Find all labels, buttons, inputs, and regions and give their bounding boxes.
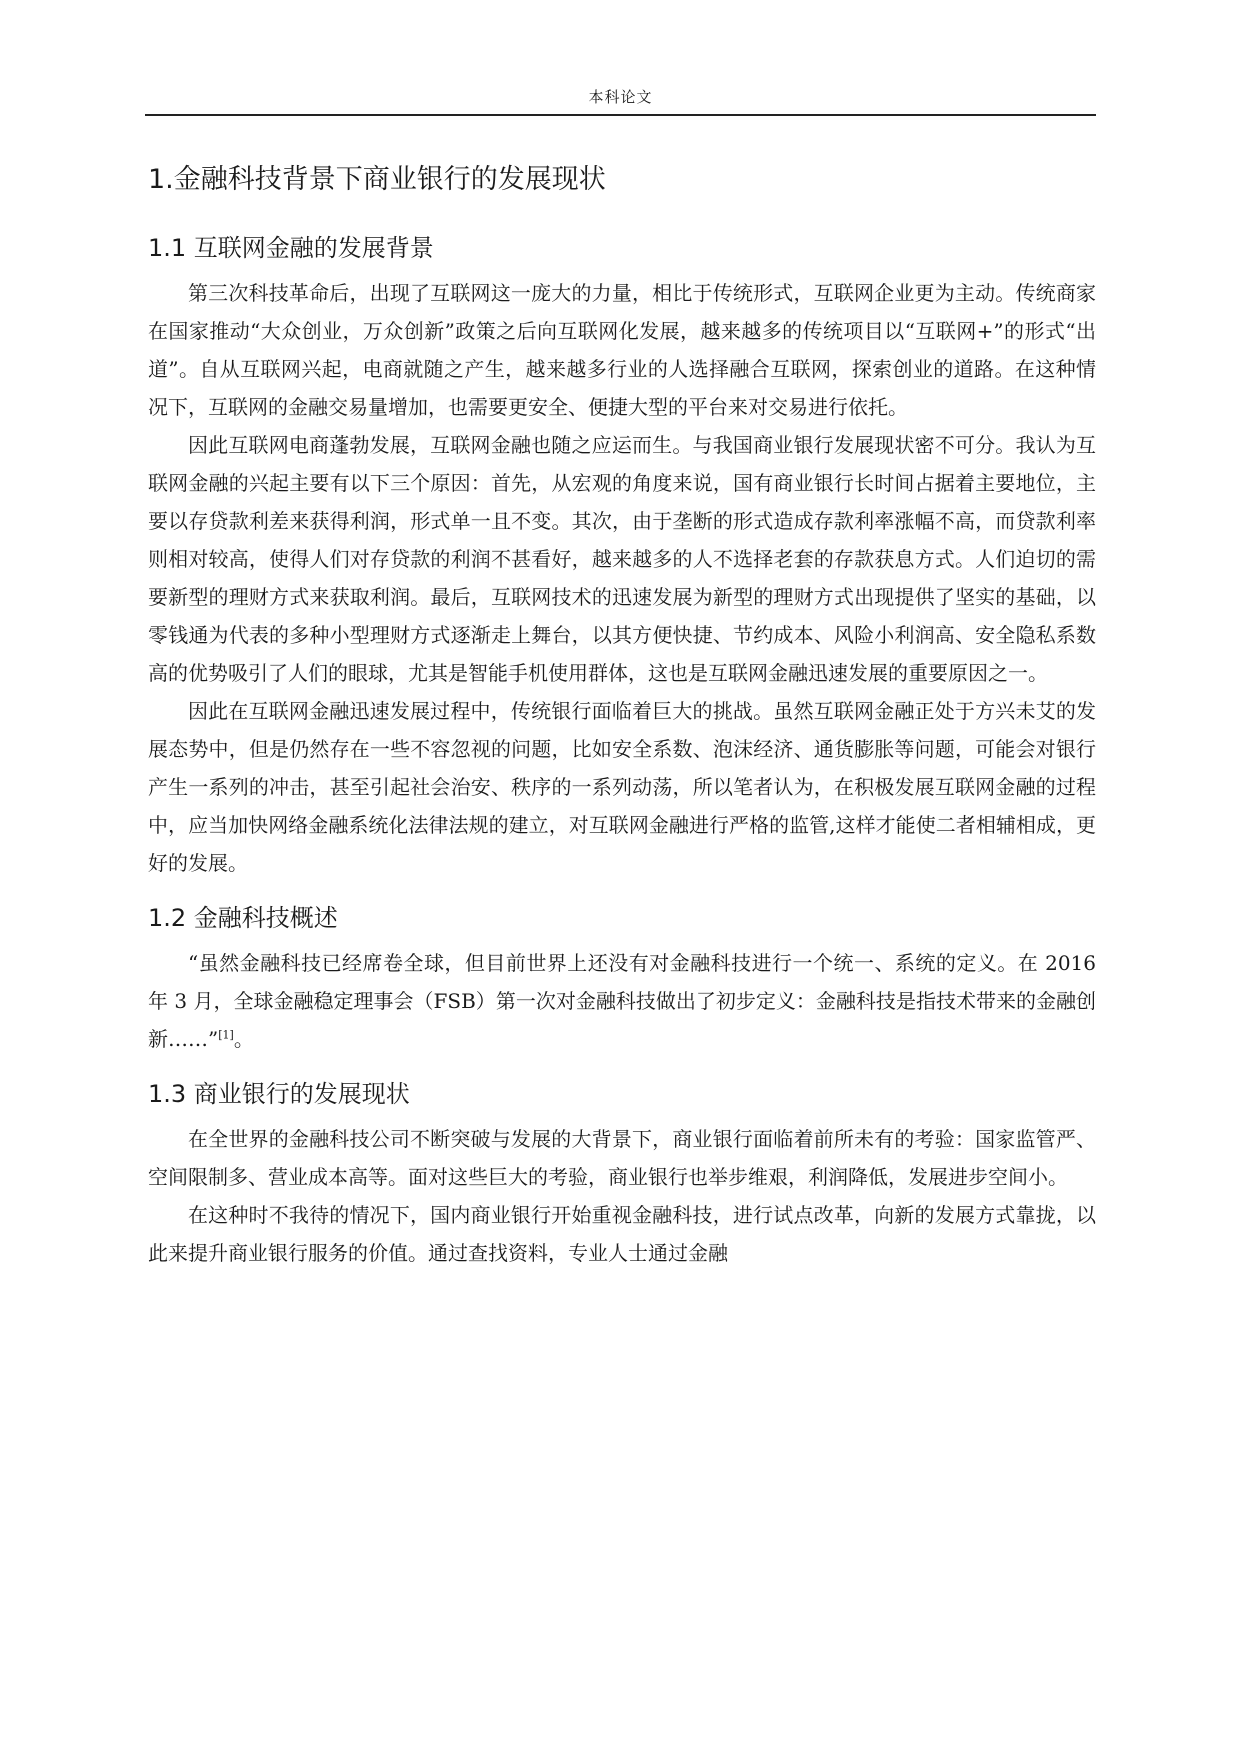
paragraph: 在这种时不我待的情况下，国内商业银行开始重视金融科技，进行试点改革，向新的发展方式靠拢，以此来提升商业银行服务的价值。通过查找资料，专业人士通过金融 — [148, 1203, 1096, 1265]
section-1-3 — [148, 1076, 1096, 1272]
section-1-2 — [148, 900, 1096, 1058]
paragraph: 第三次科技革命后，出现了互联网这一庞大的力量，相比于传统形式，互联网企业更为主动。传统商家在国家推动“大众创业，万众创新”政策之后向互联网化发展，越来越多的传统项目以“互联网+”的形式“出道”。自从互联网兴起，电商就随之产生，越来越多行业的人选择融合互联网，探索创业的道路。在这种情况下，互联网的金融交易量增加，也需要更安全、便捷大型的平台来对交易进行依托。 — [148, 281, 1096, 419]
running-header: 本科论文 — [588, 88, 653, 106]
section-1-1 — [148, 230, 1096, 882]
section-title: 1.2 金融科技概述 — [148, 904, 338, 932]
paragraph: 在全世界的金融科技公司不断突破与发展的大背景下，商业银行面临着前所未有的考验：国家监管严、空间限制多、营业成本高等。面对这些巨大的考验，商业银行也举步维艰，利润降低，发展进步空间小。 — [148, 1127, 1096, 1189]
quote-text: “虽然金融科技已经席卷全球，但目前世界上还没有对金融科技进行一个统一、系统的定义。在 2016 年 3 月，全球金融稳定理事会（FSB）第一次对金融科技做出了初步定义：金融科技是指技术带来的金融创新……” — [148, 951, 1096, 1051]
page-content — [148, 160, 1096, 1290]
paragraph: 因此互联网电商蓬勃发展，互联网金融也随之应运而生。与我国商业银行发展现状密不可分。我认为互联网金融的兴起主要有以下三个原因：首先，从宏观的角度来说，国有商业银行长时间占据着主要地位，主要以存贷款利差来获得利润，形式单一且不变。其次，由于垄断的形式造成存款利率涨幅不高，而贷款利率则相对较高，使得人们对存贷款的利润不甚看好，越来越多的人不选择老套的存款获息方式。人们迫切的需要新型的理财方式来获取利润。最后，互联网技术的迅速发展为新型的理财方式出现提供了坚实的基础，以零钱通为代表的多种小型理财方式逐渐走上舞台，以其方便快捷、节约成本、风险小利润高、安全隐私系数高的优势吸引了人们的眼球，尤其是智能手机使用群体，这也是互联网金融迅速发展的重要原因之一。 — [148, 433, 1096, 685]
citation-marker[interactable]: [1] — [218, 1028, 234, 1042]
chapter-title: 1.金融科技背景下商业银行的发展现状 — [148, 164, 606, 195]
section-title: 1.3 商业银行的发展现状 — [148, 1080, 410, 1108]
paragraph-end: 。 — [233, 1027, 254, 1051]
header-rule — [145, 114, 1096, 116]
paragraph: 因此在互联网金融迅速发展过程中，传统银行面临着巨大的挑战。虽然互联网金融正处于方兴未艾的发展态势中，但是仍然存在一些不容忽视的问题，比如安全系数、泡沫经济、通货膨胀等问题，可能会对银行产生一系列的冲击，甚至引起社会治安、秩序的一系列动荡，所以笔者认为，在积极发展互联网金融的过程中，应当加快网络金融系统化法律法规的建立，对互联网金融进行严格的监管,这样才能使二者相辅相成，更好的发展。 — [148, 699, 1096, 875]
section-title: 1.1 互联网金融的发展背景 — [148, 234, 434, 262]
paragraph — [148, 944, 1096, 1058]
